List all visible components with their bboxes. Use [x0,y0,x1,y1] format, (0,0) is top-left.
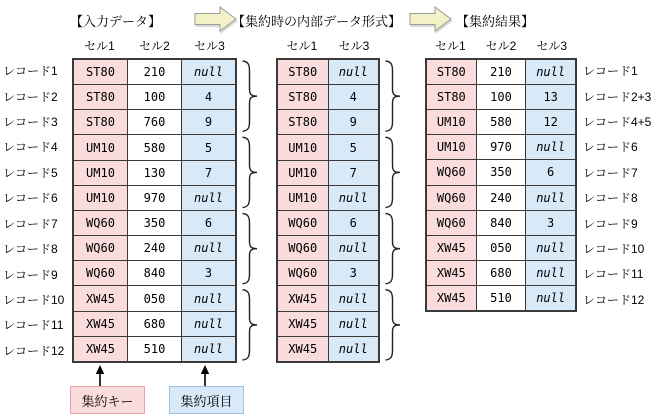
group-brace-icon [243,61,258,131]
table-cell: 580 [128,135,181,159]
group-brace-icon [386,214,401,284]
table-cell: 5 [329,135,379,159]
table-cell: null [182,286,235,310]
table-cell: UM10 [427,110,476,134]
table-cell: null [329,236,379,260]
record-label: レコード11 [3,318,64,333]
table-cell: 3 [526,211,575,235]
group-brace-icon [243,214,258,284]
table-cell: 510 [477,286,526,310]
table-cell: null [526,60,575,84]
table-cell: 680 [128,312,181,336]
table-cell: WQ60 [278,211,328,235]
table-cell: ST80 [278,85,328,109]
table-cell: 970 [477,135,526,159]
table-cell: WQ60 [74,211,127,235]
column-header: セル1 [434,39,466,53]
table-cell: null [329,60,379,84]
result-title: 【集約結果】 [456,14,535,29]
table-cell: 680 [477,261,526,285]
record-label: レコード9 [3,267,58,282]
table-cell: null [182,186,235,210]
table-cell: null [329,337,379,361]
table-cell: 100 [477,85,526,109]
input-group-braces [240,58,260,363]
record-label: レコード12 [3,343,65,358]
table-cell: 3 [329,261,379,285]
table-cell: null [526,186,575,210]
table-cell: ST80 [278,60,328,84]
table-cell: UM10 [427,135,476,159]
record-label: レコード1 [583,64,638,79]
table-cell: 130 [128,161,181,185]
table-cell: 240 [477,186,526,210]
table-cell: WQ60 [427,211,476,235]
table-cell: UM10 [278,161,328,185]
table-cell: 3 [182,261,235,285]
table-cell: ST80 [74,60,127,84]
table-cell: WQ60 [278,261,328,285]
table-cell: WQ60 [427,186,476,210]
group-brace-icon [386,290,401,360]
table-cell: XW45 [278,312,328,336]
record-label: レコード7 [3,216,58,231]
table-cell: ST80 [427,60,476,84]
record-label: レコード1 [3,64,58,79]
column-header: セル3 [536,39,568,53]
input-data-title: 【入力データ】 [70,14,162,29]
up-arrow-icon [94,365,106,386]
table-cell: 350 [128,211,181,235]
table-cell: null [526,236,575,260]
table-cell: 13 [526,85,575,109]
input-table-headers [72,37,237,53]
internal-group-braces [383,58,403,363]
record-label: レコード10 [3,292,65,307]
table-cell: 350 [477,160,526,184]
table-cell: WQ60 [278,236,328,260]
table-cell: null [182,337,235,361]
group-brace-icon [386,61,401,131]
table-cell: XW45 [278,286,328,310]
table-cell: null [329,312,379,336]
column-header: セル1 [286,39,318,53]
table-cell: 840 [128,261,181,285]
table-cell: UM10 [74,186,127,210]
record-label: レコード8 [3,242,58,257]
table-cell: 760 [128,110,181,134]
record-label: レコード2 [3,89,58,104]
table-cell: 6 [329,211,379,235]
group-brace-icon [243,290,258,360]
column-header: セル2 [139,39,170,53]
table-cell: 840 [477,211,526,235]
record-label: レコード12 [583,292,645,307]
table-cell: null [182,312,235,336]
table-cell: 4 [182,85,235,109]
internal-format-title: 【集約時の内部データ形式】 [232,14,402,29]
table-cell: WQ60 [74,261,127,285]
table-cell: 100 [128,85,181,109]
table-cell: 050 [128,286,181,310]
table-cell: 5 [182,135,235,159]
record-label: レコード5 [3,165,58,180]
column-header: セル3 [338,39,370,53]
table-cell: null [329,286,379,310]
table-cell: null [182,60,235,84]
record-label: レコード4+5 [583,114,652,129]
flow-arrow-icon [408,4,454,34]
table-cell: ST80 [74,110,127,134]
table-cell: UM10 [278,135,328,159]
record-label: レコード3 [3,115,58,130]
result-record-labels [583,58,663,312]
table-cell: 210 [128,60,181,84]
table-cell: 510 [128,337,181,361]
table-cell: ST80 [427,85,476,109]
group-brace-icon [386,137,401,207]
table-cell: ST80 [278,110,328,134]
table-cell: ST80 [74,85,127,109]
table-cell: null [526,135,575,159]
result-table-headers [425,37,577,53]
record-label: レコード2+3 [583,89,652,104]
table-cell: XW45 [278,337,328,361]
table-cell: 9 [329,110,379,134]
record-label: レコード6 [3,191,58,206]
table-cell: UM10 [74,135,127,159]
table-cell: XW45 [74,286,127,310]
table-cell: UM10 [74,161,127,185]
record-label: レコード9 [583,216,638,231]
aggregation-key-legend: 集約キー [70,386,145,414]
table-cell: 7 [329,161,379,185]
record-label: レコード10 [583,241,645,256]
table-cell: XW45 [427,236,476,260]
record-label: レコード7 [583,165,638,180]
table-cell: UM10 [278,186,328,210]
table-cell: 4 [329,85,379,109]
up-arrow-icon [199,365,211,386]
table-cell: 050 [477,236,526,260]
table-cell: XW45 [74,337,127,361]
aggregation-item-legend: 集約項目 [169,386,244,414]
table-cell: 12 [526,110,575,134]
table-cell: null [182,236,235,260]
table-cell: 6 [182,211,235,235]
table-cell: XW45 [427,286,476,310]
table-cell: null [329,186,379,210]
record-label: レコード11 [583,267,644,282]
table-cell: WQ60 [427,160,476,184]
table-cell: 210 [477,60,526,84]
table-cell: 6 [526,160,575,184]
record-label: レコード8 [583,191,638,206]
table-cell: 7 [182,161,235,185]
column-header: セル2 [485,39,517,53]
table-cell: XW45 [427,261,476,285]
input-table [72,58,237,363]
table-cell: 970 [128,186,181,210]
record-label: レコード6 [583,140,638,155]
internal-table-headers [276,37,380,53]
internal-table [276,58,380,363]
record-label: レコード4 [3,140,58,155]
result-table [425,58,577,312]
group-brace-icon [243,137,258,207]
table-cell: XW45 [74,312,127,336]
input-record-labels [3,58,69,363]
table-cell: 580 [477,110,526,134]
table-cell: null [526,286,575,310]
table-cell: 9 [182,110,235,134]
column-header: セル1 [84,39,115,53]
table-cell: null [526,261,575,285]
column-header: セル3 [194,39,225,53]
table-cell: 240 [128,236,181,260]
table-cell: WQ60 [74,236,127,260]
